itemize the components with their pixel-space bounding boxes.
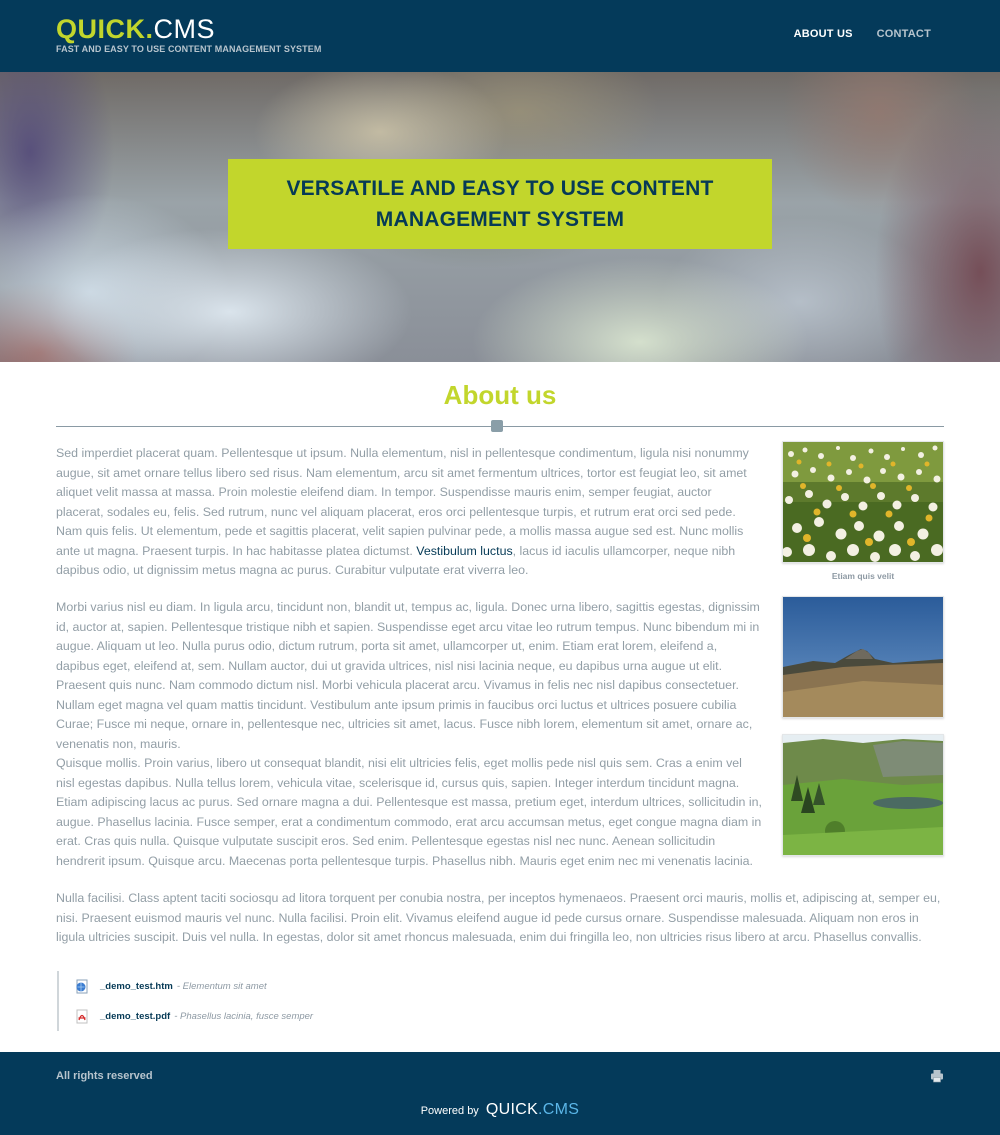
- nav-item-contact[interactable]: CONTACT: [876, 28, 931, 40]
- dandelion-meadow-image: [783, 442, 943, 562]
- logo-text: [56, 15, 321, 43]
- attached-files-list: [57, 971, 457, 1031]
- banner-title: VERSATILE AND EASY TO USE CONTENT MANAGEMENT SYSTEM: [286, 177, 714, 231]
- pdf-file-icon: [75, 1009, 89, 1024]
- site-logo[interactable]: [56, 15, 321, 54]
- powered-dot: .: [538, 1101, 543, 1118]
- file-item: [75, 1009, 313, 1024]
- file-desc-text: Elementum sit amet: [182, 981, 267, 992]
- file-description: [174, 1011, 313, 1022]
- html-file-icon: [75, 979, 89, 994]
- powered-cms: CMS: [542, 1101, 580, 1118]
- page-title: About us: [443, 380, 557, 410]
- file-item: [75, 979, 267, 994]
- file-link-htm[interactable]: _demo_test.htm: [100, 981, 173, 992]
- logo-slogan: FAST AND EASY TO USE CONTENT MANAGEMENT SYSTEM: [56, 44, 322, 54]
- copyright-text: All rights reserved: [56, 1070, 153, 1082]
- mountain-peak-image: [783, 597, 943, 717]
- vestibulum-luctus-link[interactable]: Vestibulum luctus: [416, 543, 513, 558]
- powered-quick: QUICK: [485, 1101, 539, 1118]
- banner-title-box: [228, 159, 772, 249]
- paragraph-2: Morbi varius nisl eu diam. In ligula arcu, tincidunt non, blandit ut, tempus ac, ligula. Donec urna libero, sagittis egestas, dignissim id, auctor at, sapien. Pellentesque tristique nibh et sapien. Suspendisse eget arcu vitae leo rutrum tempus. Nunc bibendum mi in augue. Aliquam ut leo. Nulla purus odio, dictum rutrum, porta sit amet, ullamcorper ut, enim. Etiam erat lorem, eleifend a, dapibus eget, eleifend at, sem. Nullam auctor, dui ut gravida ultrices, nisl nisi lacinia neque, eu dapibus urna augue ut elit. Praesent quis nunc. Nam commodo dictum nisl. Morbi vehicula placerat arcu. Vivamus in felis nec nisl dapibus consectetuer. Nullam eget magna vel quam mattis tincidunt. Vestibulum ante ipsum primis in faucibus orci luctus et ultrices posuere cubilia Curae; Fusce mi neque, ornare in, pellentesque nec, ultricies sit amet, lacus. Fusce nibh lorem, elementum sit amet, ornare ac, venenatis non, mauris.: [56, 600, 760, 751]
- photo-caption: Etiam quis velit: [831, 571, 895, 581]
- powered-by-label: Powered by: [420, 1105, 479, 1117]
- logo-quick: QUICK: [56, 14, 146, 44]
- paragraph-1-text-a: Sed imperdiet placerat quam. Pellentesque ut ipsum. Nulla elementum, nisl in pellentesque condimentum, ligula nisi nonummy augue, sit amet ornare tellus libero sed risus. Nam elementum, arcu sit amet fermentum ultrices, tortor est feugiat leo, sit amet aliquet velit massa at massa. Proin molestie eleifend diam. In tempor. Suspendisse mauris enim, semper feugiat, auctor placerat, sodales eu, felis. Sed rutrum, nunc vel aliquam placerat, eros orci pellentesque turpis, et rutrum erat orci sed pede. Nam quis felis. Ut elementum, pede et sagittis placerat, velit sapien pulvinar pede, a mollis massa augue sed est. Nunc mollis ante ut magna. Praesent turpis. In hac habitasse platea dictumst.: [56, 446, 749, 558]
- logo-cms: CMS: [153, 14, 216, 44]
- file-desc-separator: -: [174, 1011, 181, 1022]
- file-desc-text: Phasellus lacinia, fusce semper: [180, 1011, 314, 1022]
- nav-item-about-us[interactable]: ABOUT US: [793, 28, 853, 40]
- site-footer: [0, 1052, 1000, 1135]
- paragraph-1-text-b: , lacus id iaculis ullamcorper, neque nibh dapibus odio, ut dignissim metus magna ac purus. Curabitur vulputate erat viverra leo.: [56, 543, 736, 577]
- file-desc-separator: -: [176, 981, 183, 992]
- main-nav: [794, 28, 931, 40]
- print-icon[interactable]: [930, 1068, 944, 1082]
- file-link-pdf[interactable]: _demo_test.pdf: [100, 1011, 171, 1022]
- title-divider-marker: [491, 420, 503, 432]
- powered-by-logo[interactable]: [486, 1101, 579, 1118]
- paragraph-3: Quisque mollis. Proin varius, libero ut consequat blandit, nisi elit ultricies felis, eget mollis pede nisl quis sem. Cras a enim vel nisl egestas dapibus. Nulla tellus lorem, vehicula vitae, scelerisque id, cursus quis, sapien. Integer interdum tincidunt magna. Etiam adipiscing lacus ac purus. Sed ornare magna a dui. Pellentesque est massa, pretium eget, interdum ultrices, sollicitudin in, augue. Phasellus lacinia. Fusce semper, erat a condimentum commodo, erat arcu accumsan metus, eget congue magna diam in erat. Cras quis nulla. Quisque vulputate suscipit eros. Sed enim. Pellentesque egestas nisl nec nunc. Aenean sollicitudin hendrerit ipsum. Quisque arcu. Maecenas porta pellentesque turpis. Phasellus nibh. Mauris eget enim nec mi venenatis lacinia.: [56, 756, 762, 868]
- powered-by: [0, 1101, 1000, 1119]
- paragraph-1: [56, 444, 762, 581]
- photo-mountain-lake[interactable]: [782, 734, 944, 856]
- mountain-lake-image: [783, 735, 943, 855]
- file-description: [177, 981, 267, 992]
- site-header: [0, 0, 1000, 72]
- paragraph-4: Nulla facilisi. Class aptent taciti sociosqu ad litora torquent per conubia nostra, per inceptos hymenaeos. Praesent orci mauris, mollis et, adipiscing at, semper eu, nisi. Praesent euismod mauris vel nunc. Nulla facilisi. Proin elit. Vivamus eleifend augue id pede cursus ornare. Suspendisse malesuada. Aliquam non eros in ligula ultricies suscipit. Duis vel nulla. In egestas, dolor sit amet rhoncus malesuada, enim dui fringilla leo, non ultricies risus libero at arcu. Phasellus convallis.: [56, 891, 941, 944]
- photo-mountain-peak[interactable]: [782, 596, 944, 718]
- photo-dandelion-meadow[interactable]: [782, 441, 944, 563]
- logo-dot: .: [145, 14, 154, 44]
- hero-banner: [0, 72, 1000, 362]
